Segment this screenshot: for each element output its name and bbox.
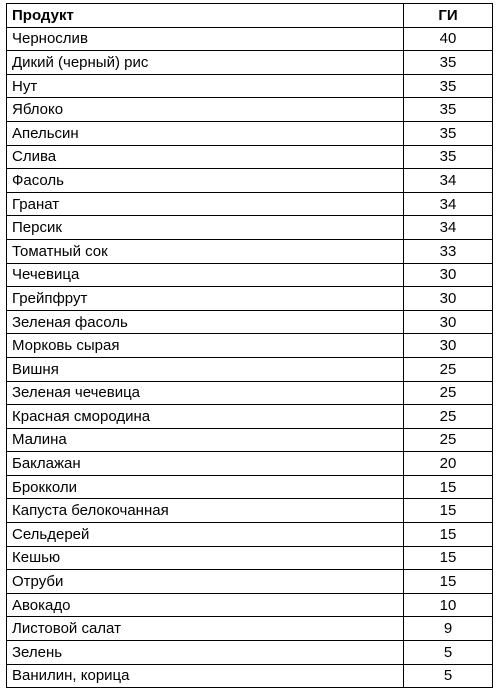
gi-value-cell: 34 [404, 169, 493, 193]
product-name-cell: Кешью [7, 546, 404, 570]
product-name-cell: Баклажан [7, 452, 404, 476]
product-name-cell: Красная смородина [7, 405, 404, 429]
gi-value-cell: 25 [404, 428, 493, 452]
gi-value-cell: 25 [404, 405, 493, 429]
table-row [7, 405, 493, 429]
table-row [7, 287, 493, 311]
product-name-cell: Дикий (черный) рис [7, 51, 404, 75]
table-row [7, 51, 493, 75]
column-header-gi: ГИ [404, 4, 493, 28]
table-row [7, 617, 493, 641]
gi-value-cell: 10 [404, 593, 493, 617]
table-row [7, 145, 493, 169]
gi-value-cell: 20 [404, 452, 493, 476]
gi-value-cell: 25 [404, 381, 493, 405]
gi-value-cell: 35 [404, 51, 493, 75]
gi-value-cell: 15 [404, 546, 493, 570]
table-row [7, 523, 493, 547]
gi-value-cell: 35 [404, 98, 493, 122]
table-row [7, 263, 493, 287]
table-row [7, 192, 493, 216]
gi-value-cell: 34 [404, 216, 493, 240]
table-row [7, 570, 493, 594]
gi-value-cell: 30 [404, 310, 493, 334]
gi-value-cell: 15 [404, 570, 493, 594]
product-name-cell: Чернослив [7, 27, 404, 51]
product-name-cell: Морковь сырая [7, 334, 404, 358]
product-name-cell: Грейпфрут [7, 287, 404, 311]
table-row [7, 334, 493, 358]
table-row [7, 216, 493, 240]
product-name-cell: Гранат [7, 192, 404, 216]
table-row [7, 98, 493, 122]
product-name-cell: Вишня [7, 357, 404, 381]
table-row [7, 452, 493, 476]
table-row [7, 27, 493, 51]
product-name-cell: Яблоко [7, 98, 404, 122]
table-header-row [7, 4, 493, 28]
product-name-cell: Капуста белокочанная [7, 499, 404, 523]
table-row [7, 310, 493, 334]
gi-value-cell: 5 [404, 664, 493, 688]
table-row [7, 499, 493, 523]
product-name-cell: Зеленая чечевица [7, 381, 404, 405]
product-name-cell: Томатный сок [7, 239, 404, 263]
gi-value-cell: 15 [404, 499, 493, 523]
product-name-cell: Ванилин, корица [7, 664, 404, 688]
table-row [7, 641, 493, 665]
product-name-cell: Сельдерей [7, 523, 404, 547]
gi-value-cell: 9 [404, 617, 493, 641]
table-row [7, 239, 493, 263]
table-row [7, 381, 493, 405]
table-row [7, 593, 493, 617]
product-name-cell: Отруби [7, 570, 404, 594]
table-row [7, 357, 493, 381]
gi-value-cell: 25 [404, 357, 493, 381]
gi-value-cell: 5 [404, 641, 493, 665]
gi-value-cell: 30 [404, 334, 493, 358]
product-name-cell: Слива [7, 145, 404, 169]
table-row [7, 74, 493, 98]
product-name-cell: Малина [7, 428, 404, 452]
table-body [7, 27, 493, 688]
gi-value-cell: 15 [404, 523, 493, 547]
gi-value-cell: 35 [404, 145, 493, 169]
table-row [7, 121, 493, 145]
gi-value-cell: 30 [404, 287, 493, 311]
gi-value-cell: 34 [404, 192, 493, 216]
product-name-cell: Апельсин [7, 121, 404, 145]
product-name-cell: Зеленая фасоль [7, 310, 404, 334]
table-row [7, 475, 493, 499]
table-row [7, 169, 493, 193]
product-name-cell: Брокколи [7, 475, 404, 499]
column-header-product: Продукт [7, 4, 404, 28]
product-name-cell: Персик [7, 216, 404, 240]
gi-value-cell: 15 [404, 475, 493, 499]
product-name-cell: Авокадо [7, 593, 404, 617]
product-name-cell: Чечевица [7, 263, 404, 287]
table-row [7, 664, 493, 688]
gi-value-cell: 35 [404, 74, 493, 98]
product-name-cell: Зелень [7, 641, 404, 665]
table-row [7, 546, 493, 570]
product-name-cell: Листовой салат [7, 617, 404, 641]
product-name-cell: Фасоль [7, 169, 404, 193]
table-row [7, 428, 493, 452]
table-header [7, 4, 493, 28]
gi-value-cell: 40 [404, 27, 493, 51]
gi-value-cell: 30 [404, 263, 493, 287]
product-name-cell: Нут [7, 74, 404, 98]
gi-value-cell: 35 [404, 121, 493, 145]
gi-value-cell: 33 [404, 239, 493, 263]
glycemic-index-table [6, 3, 493, 688]
